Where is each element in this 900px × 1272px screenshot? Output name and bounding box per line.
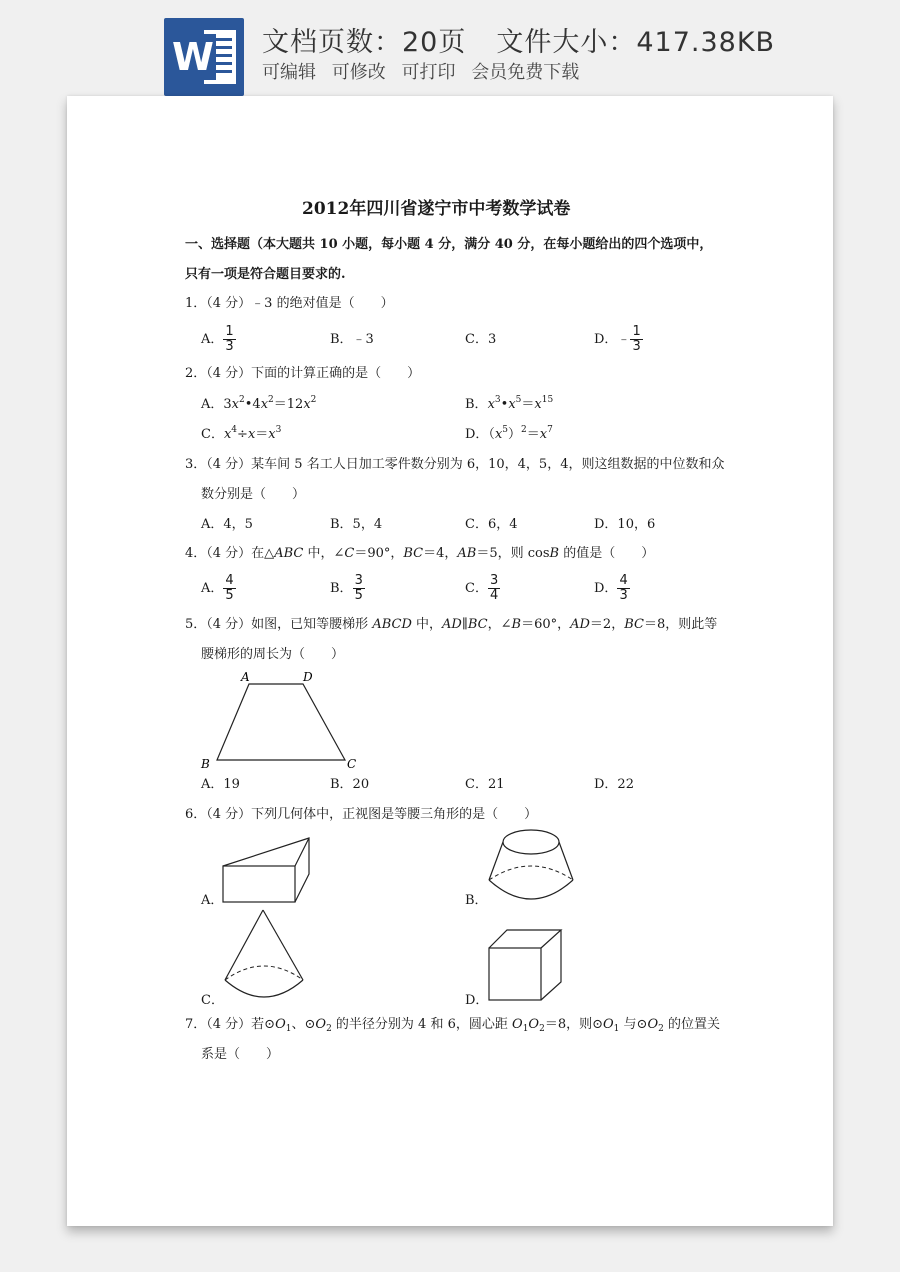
vertex-label-b: B (201, 757, 210, 771)
vertex-label-c: C (347, 757, 357, 771)
feature-modifiable: 可修改 (331, 62, 386, 83)
page-count: 文档页数：20页 (262, 27, 467, 58)
q6-option-c: C． (201, 993, 224, 1008)
section-heading-line2: 只有一项是符合题目要求的. (185, 267, 346, 282)
q5-option-a: A．19 (201, 777, 240, 792)
q6-option-b: B． (465, 893, 488, 908)
q2-option-d: D．$(x^5)^2=x^7$ (465, 425, 553, 442)
file-size: 文件大小：417.38KB (496, 27, 776, 58)
q1-option-a: A． $\frac{1}{3}$ (201, 324, 234, 354)
q6-option-a: A． (201, 893, 224, 908)
document-page (67, 96, 833, 1226)
q2-option-b: B．$x^3•x^5=x^{15}$ (465, 395, 554, 412)
q3-stem-line2: 数分别是（ ） (201, 487, 306, 502)
q1-option-d: D．﹣ $\frac{1}{3}$ (594, 324, 641, 354)
triangular-prism-figure (217, 834, 317, 906)
q3-option-c: C．6，4 (465, 517, 518, 532)
q4-option-c: C． $\frac{3}{4}$ (465, 573, 499, 603)
file-info-line (262, 20, 775, 59)
q6-option-d: D． (465, 993, 489, 1008)
q4-stem: 4．（4 分）在△ABC 中，∠C＝90°，BC＝4，AB＝5，则 cosB 的值是（ ） (185, 546, 655, 561)
section-heading-line1: 一、选择题（本大题共 10 小题，每小题 4 分，满分 40 分，在每小题给出的四个选项中， (185, 237, 713, 252)
trapezoid-figure (197, 668, 367, 773)
word-letter-icon: W (170, 34, 216, 80)
q5-stem-line2: 腰梯形的周长为（ ） (201, 647, 345, 662)
q5-option-d: D．22 (594, 777, 634, 792)
q4-option-b: B． $\frac{3}{5}$ (330, 573, 363, 603)
q5-stem-line1: 5．（4 分）如图，已知等腰梯形 ABCD 中，AD∥BC，∠B＝60°，AD＝2，BC＝8，则此等 (185, 617, 718, 632)
feature-printable: 可打印 (401, 62, 456, 83)
vertex-label-d: D (303, 670, 313, 684)
word-app-icon (164, 18, 244, 96)
q7-stem-line1: 7．（4 分）若$⊙O_1$、$⊙O_2$ 的半径分别为 4 和 6，圆心距 $O_1O_2=8$，则$⊙O_1$ 与$⊙O_2$ 的位置关 (185, 1017, 720, 1034)
q5-option-b: B．20 (330, 777, 370, 792)
q6-stem: 6．（4 分）下列几何体中，正视图是等腰三角形的是（ ） (185, 807, 538, 822)
q1-option-b: B．﹣3 (330, 332, 374, 347)
q3-stem-line1: 3．（4 分）某车间 5 名工人日加工零件数分别为 6，10，4，5，4，则这组数据的中位数和众 (185, 457, 725, 472)
feature-list (262, 58, 589, 84)
q2-stem: 2．（4 分）下面的计算正确的是（ ） (185, 366, 421, 381)
vertex-label-a: A (241, 670, 250, 684)
cube-figure (485, 926, 565, 1006)
feature-member-download: 会员免费下载 (471, 62, 580, 83)
q3-option-d: D．10，6 (594, 517, 656, 532)
q2-option-c: C．$x^4\div x=x^3$ (201, 425, 282, 442)
q1-option-c: C．3 (465, 332, 497, 347)
page-title: 2012年四川省遂宁市中考数学试卷 (302, 199, 571, 219)
q7-stem-line2: 系是（ ） (201, 1047, 280, 1062)
q3-option-b: B．5，4 (330, 517, 383, 532)
q2-option-a: A．$3x^2•4x^2=12x^2$ (201, 395, 317, 412)
feature-editable: 可编辑 (262, 62, 316, 83)
q4-option-d: D． $\frac{4}{3}$ (594, 573, 628, 603)
q4-option-a: A． $\frac{4}{5}$ (201, 573, 234, 603)
q3-option-a: A．4，5 (201, 517, 253, 532)
q1-stem: 1．（4 分）﹣3 的绝对值是（ ） (185, 296, 394, 311)
frustum-figure (485, 822, 577, 914)
q5-option-c: C．21 (465, 777, 505, 792)
cone-figure (219, 906, 309, 1006)
